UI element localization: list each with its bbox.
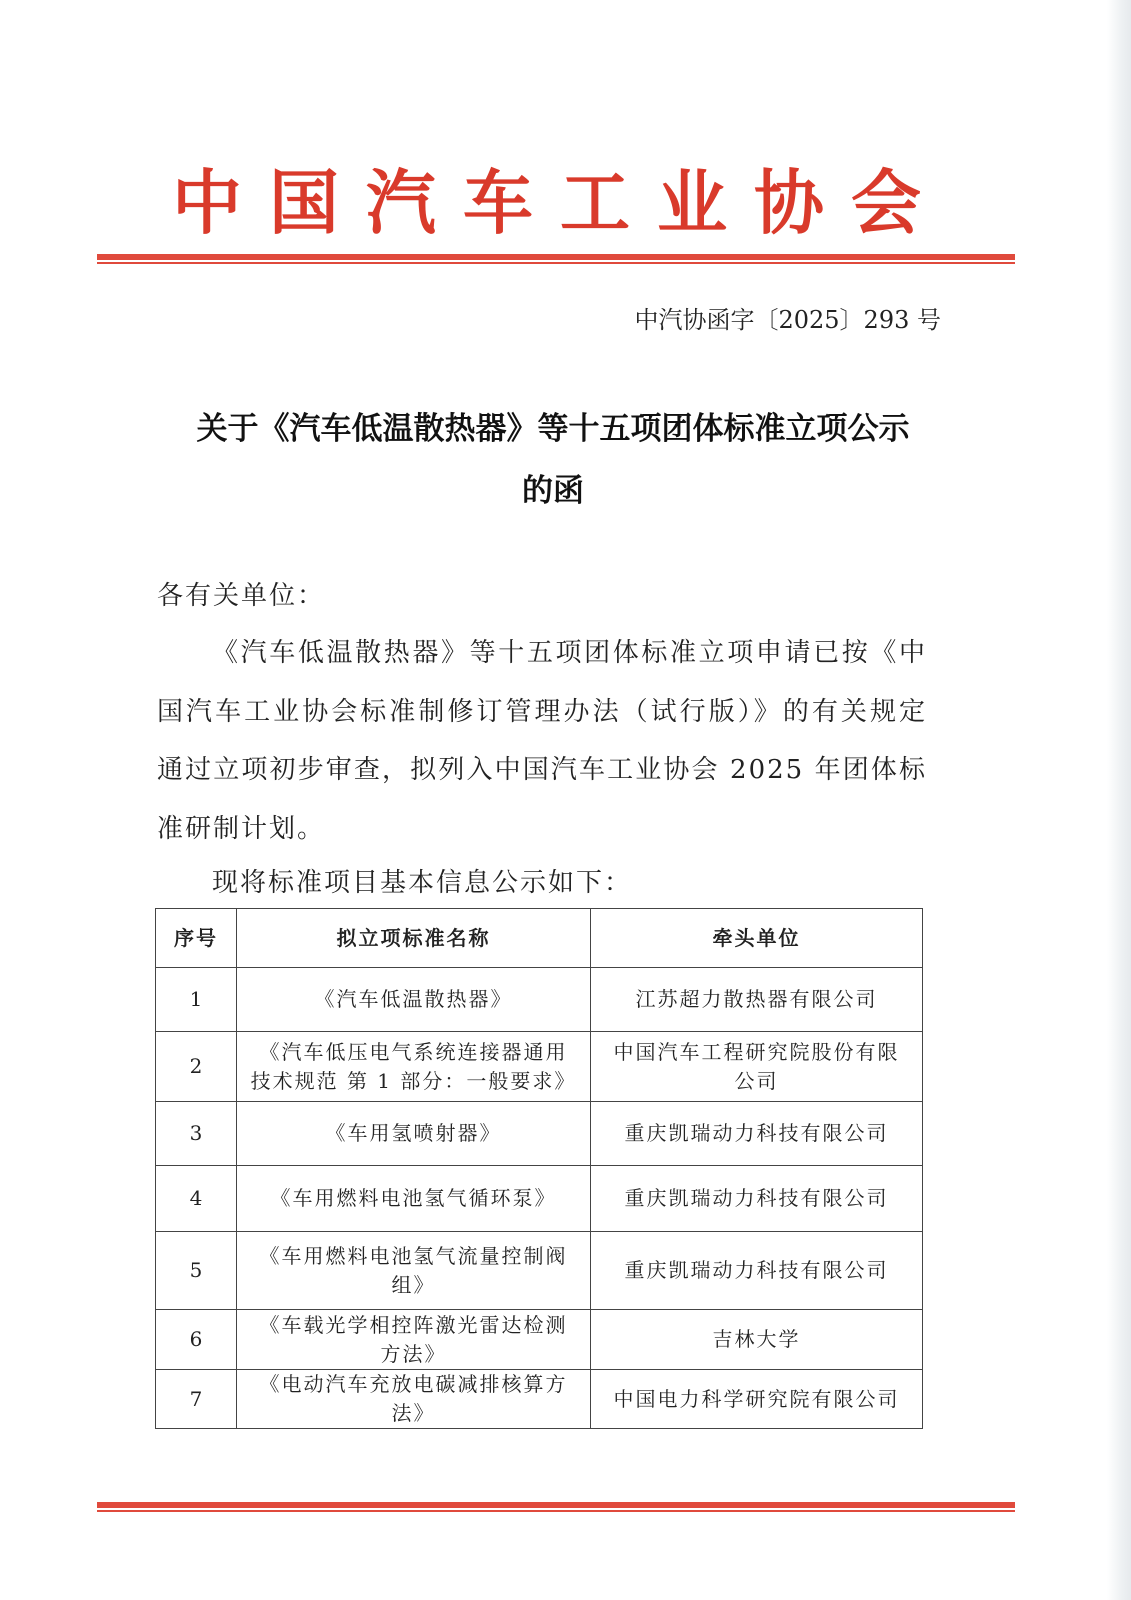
table-row	[156, 1310, 923, 1370]
letterhead-red-rule	[97, 254, 1015, 260]
row-lead-unit: 中国汽车工程研究院股份有限公司	[591, 1032, 923, 1102]
row-standard-name: 《车用燃料电池氢气循环泵》	[237, 1166, 591, 1232]
row-serial: 5	[156, 1232, 237, 1310]
row-serial: 1	[156, 968, 237, 1032]
header-standard-name: 拟立项标准名称	[237, 909, 591, 968]
salutation: 各有关单位：	[157, 581, 326, 611]
row-standard-name: 《电动汽车充放电碳减排核算方法》	[237, 1370, 591, 1429]
footer-red-rule	[97, 1502, 1015, 1508]
header-serial: 序号	[156, 909, 237, 968]
table-row	[156, 1370, 923, 1429]
standards-table	[155, 908, 923, 1429]
row-lead-unit: 重庆凯瑞动力科技有限公司	[591, 1232, 923, 1310]
body-paragraph: 《汽车低温散热器》等十五项团体标准立项申请已按《中国汽车工业协会标准制修订管理办法（试行版）》的有关规定通过立项初步审查，拟列入中国汽车工业协会 2025 年团体标准研制计划。	[157, 638, 927, 844]
letterhead-title: 中国汽车工业协会	[172, 162, 948, 244]
row-lead-unit: 江苏超力散热器有限公司	[591, 968, 923, 1032]
document-number: 中汽协函字〔2025〕293 号	[634, 306, 941, 334]
row-lead-unit: 重庆凯瑞动力科技有限公司	[591, 1102, 923, 1166]
table-row	[156, 968, 923, 1032]
table-header-row	[156, 909, 923, 968]
table-row	[156, 1032, 923, 1102]
document-title-line-2: 的函	[522, 473, 584, 509]
table-row	[156, 1166, 923, 1232]
letterhead-red-rule-thin	[97, 262, 1015, 264]
row-serial: 2	[156, 1032, 237, 1102]
row-standard-name: 《车用燃料电池氢气流量控制阀组》	[237, 1232, 591, 1310]
row-serial: 4	[156, 1166, 237, 1232]
document-title	[150, 398, 956, 522]
row-lead-unit: 重庆凯瑞动力科技有限公司	[591, 1166, 923, 1232]
row-lead-unit: 中国电力科学研究院有限公司	[591, 1370, 923, 1429]
row-serial: 7	[156, 1370, 237, 1429]
row-serial: 3	[156, 1102, 237, 1166]
row-serial: 6	[156, 1310, 237, 1370]
footer-red-rule-thin	[97, 1510, 1015, 1512]
row-standard-name: 《车用氢喷射器》	[237, 1102, 591, 1166]
row-standard-name: 《车载光学相控阵激光雷达检测方法》	[237, 1310, 591, 1370]
table-row	[156, 1102, 923, 1166]
row-standard-name: 《汽车低压电气系统连接器通用技术规范 第 1 部分：一般要求》	[237, 1032, 591, 1102]
table-intro: 现将标准项目基本信息公示如下：	[212, 868, 633, 898]
table-row	[156, 1232, 923, 1310]
document-title-line-1: 关于《汽车低温散热器》等十五项团体标准立项公示	[196, 411, 910, 447]
row-lead-unit: 吉林大学	[591, 1310, 923, 1370]
header-lead-unit: 牵头单位	[591, 909, 923, 968]
scan-edge-shadow	[1107, 0, 1131, 1600]
row-standard-name: 《汽车低温散热器》	[237, 968, 591, 1032]
